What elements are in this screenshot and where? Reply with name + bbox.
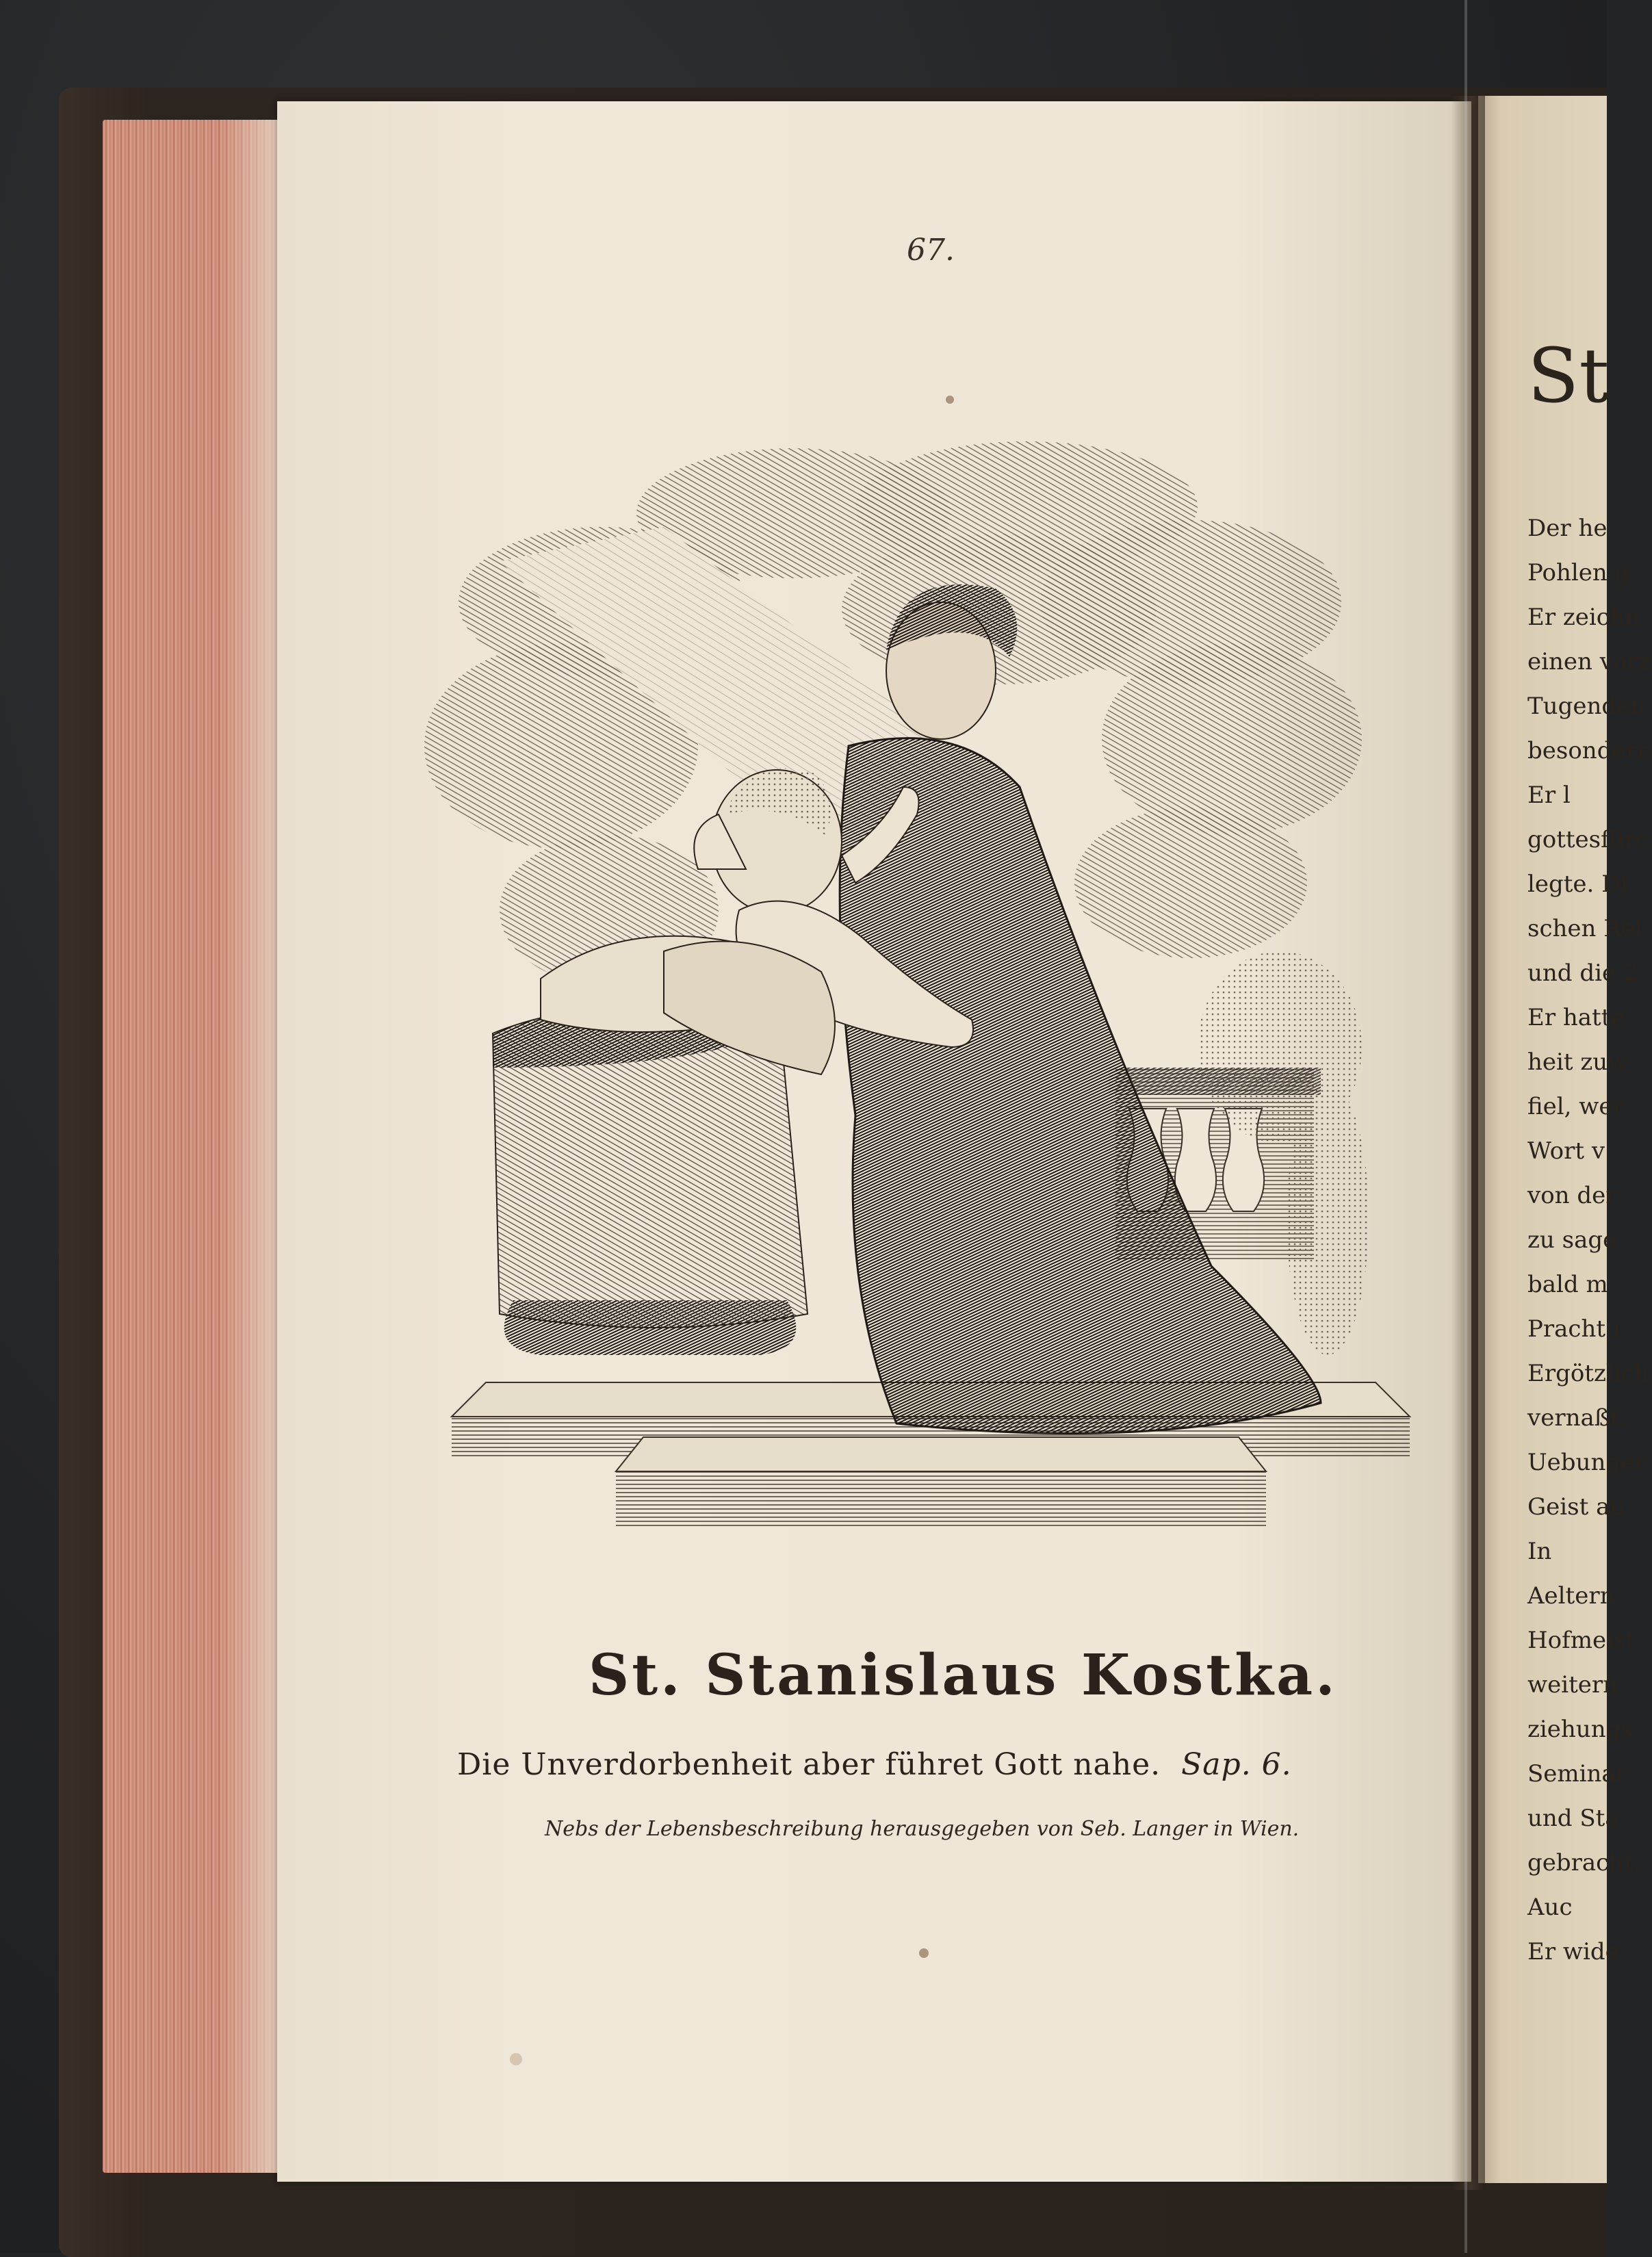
facing-page-line: gottesfürc (1527, 826, 1649, 853)
facing-page-line: einen vorz (1527, 648, 1651, 675)
plate-title: St. Stanislaus Kostka. (589, 1642, 1338, 1708)
facing-page-line: Auc (1527, 1894, 1573, 1921)
facing-page-line: von der (1527, 1182, 1617, 1209)
engraving-illustration (438, 431, 1444, 1629)
foxing-spot (919, 1948, 929, 1958)
facing-page-line: Seminar (1527, 1760, 1627, 1788)
plate-credit: Nebs der Lebensbeschreibung herausgegeben von Seb. Langer in Wien. (545, 1817, 1300, 1841)
facing-page-line: Hofmeist (1527, 1627, 1636, 1654)
glass-reflection (1464, 0, 1467, 2253)
facing-page-line: vernaßt. (1527, 1404, 1627, 1432)
facing-page-line: In (1527, 1538, 1552, 1565)
foxing-spot (946, 396, 954, 404)
facing-page-line: Er hatte (1527, 1004, 1625, 1031)
facing-page-line: weitern (1527, 1671, 1618, 1699)
facing-page-line: Ergötzlich (1527, 1360, 1649, 1387)
foxing-spot (510, 2053, 522, 2065)
facing-page-line: zu sage (1527, 1226, 1617, 1254)
facing-page-line: Pracht i (1527, 1315, 1621, 1343)
facing-page-line: und Sta (1527, 1805, 1619, 1832)
facing-page-line: Der he (1527, 515, 1608, 542)
facing-page-line: Tugenden (1527, 693, 1646, 720)
facing-page-line: Wort v (1527, 1137, 1605, 1165)
facing-page-line: Er wide (1527, 1938, 1619, 1965)
facing-page-line: heit zuw (1527, 1048, 1628, 1076)
plate-motto (457, 1747, 1292, 1782)
facing-page-line: Er l (1527, 782, 1571, 809)
facing-page-line: Pohlen g (1527, 559, 1630, 586)
facing-page-line: Geist au (1527, 1493, 1625, 1521)
facing-page-line: Uebunger (1527, 1449, 1646, 1476)
motto-text: Die Unverdorbenheit aber führet Gott nahe. (457, 1747, 1161, 1782)
facing-page-text (1527, 506, 1652, 1974)
facing-page-line: gebracht. (1527, 1849, 1641, 1876)
facing-page-line: und die 2 (1527, 959, 1638, 987)
facing-page-line: ziehungs (1527, 1716, 1633, 1743)
book-gutter (1451, 96, 1485, 2190)
facing-page-line: Er zeichn (1527, 604, 1640, 631)
motto-reference: Sap. 6. (1181, 1747, 1292, 1782)
facing-page-heading: St (1527, 332, 1610, 420)
facing-page-line: legte. Di (1527, 870, 1628, 898)
facing-page-line: fiel, wer (1527, 1093, 1624, 1120)
facing-page-line: besondern (1527, 737, 1652, 764)
page-number: 67. (907, 233, 955, 268)
facing-page-line: schen Rei (1527, 915, 1642, 942)
facing-page-line: Aeltern (1527, 1582, 1615, 1610)
facing-page-line: bald m (1527, 1271, 1608, 1298)
